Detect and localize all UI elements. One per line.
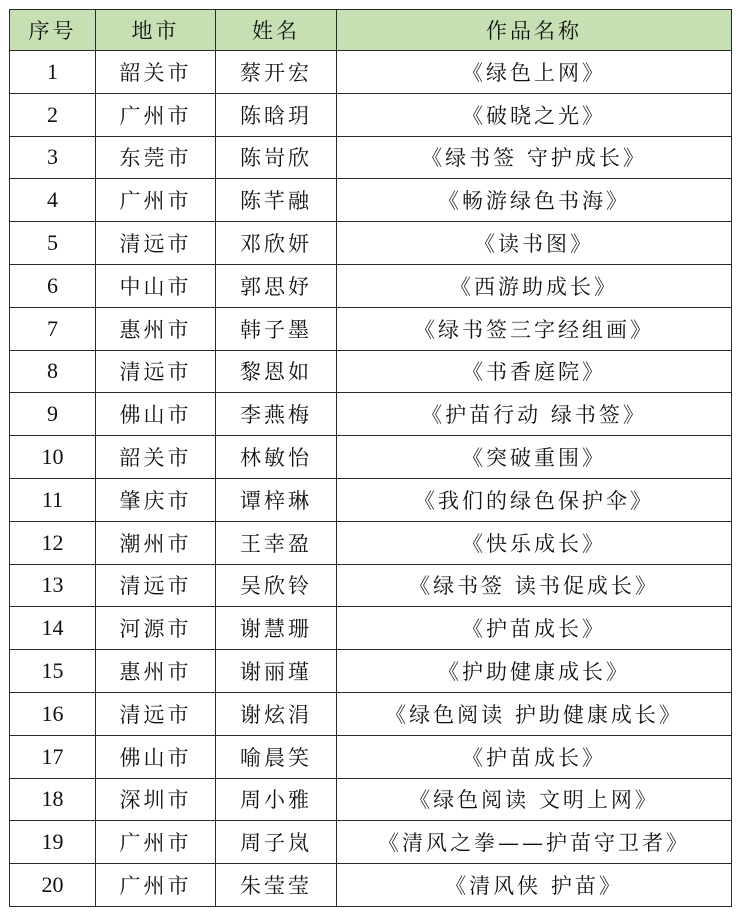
table-row: [10, 778, 732, 821]
cell-work-title: 《护助健康成长》: [337, 650, 732, 693]
cell-name: 林敏怡: [216, 436, 337, 479]
cell-work-title: 《清风侠 护苗》: [337, 864, 732, 907]
cell-name: 谭梓琳: [216, 478, 337, 521]
table-row: [10, 93, 732, 136]
cell-work-title: 《清风之拳——护苗守卫者》: [337, 821, 732, 864]
cell-work-title: 《绿书签 读书促成长》: [337, 564, 732, 607]
header-work-title: 作品名称: [337, 10, 732, 51]
cell-city: 佛山市: [96, 393, 216, 436]
cell-name: 李燕梅: [216, 393, 337, 436]
table-row: [10, 735, 732, 778]
cell-index: 16: [10, 692, 96, 735]
cell-city: 韶关市: [96, 436, 216, 479]
cell-city: 潮州市: [96, 521, 216, 564]
cell-index: 18: [10, 778, 96, 821]
table-row: [10, 51, 732, 94]
cell-name: 陈芊融: [216, 179, 337, 222]
cell-index: 8: [10, 350, 96, 393]
cell-city: 惠州市: [96, 307, 216, 350]
table-body: [10, 51, 732, 907]
cell-city: 韶关市: [96, 51, 216, 94]
cell-city: 河源市: [96, 607, 216, 650]
header-city: 地市: [96, 10, 216, 51]
table-row: [10, 564, 732, 607]
cell-work-title: 《绿色阅读 文明上网》: [337, 778, 732, 821]
cell-city: 清远市: [96, 564, 216, 607]
table-row: [10, 350, 732, 393]
cell-city: 中山市: [96, 264, 216, 307]
cell-name: 陈晗玥: [216, 93, 337, 136]
cell-index: 19: [10, 821, 96, 864]
cell-name: 郭思妤: [216, 264, 337, 307]
cell-work-title: 《绿书签 守护成长》: [337, 136, 732, 179]
cell-city: 清远市: [96, 692, 216, 735]
cell-index: 2: [10, 93, 96, 136]
cell-work-title: 《书香庭院》: [337, 350, 732, 393]
cell-index: 3: [10, 136, 96, 179]
cell-work-title: 《护苗成长》: [337, 735, 732, 778]
cell-index: 11: [10, 478, 96, 521]
cell-city: 肇庆市: [96, 478, 216, 521]
table-row: [10, 521, 732, 564]
cell-name: 谢炫涓: [216, 692, 337, 735]
cell-name: 韩子墨: [216, 307, 337, 350]
header-row: [10, 10, 732, 51]
cell-city: 深圳市: [96, 778, 216, 821]
cell-name: 周小雅: [216, 778, 337, 821]
cell-work-title: 《快乐成长》: [337, 521, 732, 564]
cell-index: 17: [10, 735, 96, 778]
cell-index: 5: [10, 222, 96, 265]
header-name: 姓名: [216, 10, 337, 51]
table-row: [10, 864, 732, 907]
table-row: [10, 307, 732, 350]
cell-city: 佛山市: [96, 735, 216, 778]
cell-work-title: 《绿书签三字经组画》: [337, 307, 732, 350]
cell-name: 谢慧珊: [216, 607, 337, 650]
cell-name: 蔡开宏: [216, 51, 337, 94]
cell-index: 1: [10, 51, 96, 94]
cell-index: 20: [10, 864, 96, 907]
cell-city: 清远市: [96, 350, 216, 393]
cell-city: 广州市: [96, 179, 216, 222]
cell-index: 9: [10, 393, 96, 436]
cell-index: 7: [10, 307, 96, 350]
table-row: [10, 222, 732, 265]
cell-name: 喻晨笑: [216, 735, 337, 778]
cell-index: 13: [10, 564, 96, 607]
cell-city: 广州市: [96, 864, 216, 907]
table-row: [10, 650, 732, 693]
cell-name: 王幸盈: [216, 521, 337, 564]
table-row: [10, 607, 732, 650]
table-row: [10, 478, 732, 521]
cell-work-title: 《西游助成长》: [337, 264, 732, 307]
cell-name: 邓欣妍: [216, 222, 337, 265]
cell-city: 清远市: [96, 222, 216, 265]
cell-city: 惠州市: [96, 650, 216, 693]
cell-name: 吴欣铃: [216, 564, 337, 607]
cell-work-title: 《护苗行动 绿书签》: [337, 393, 732, 436]
cell-city: 广州市: [96, 821, 216, 864]
table-row: [10, 436, 732, 479]
cell-index: 6: [10, 264, 96, 307]
cell-work-title: 《护苗成长》: [337, 607, 732, 650]
table-row: [10, 821, 732, 864]
cell-name: 陈岢欣: [216, 136, 337, 179]
cell-city: 东莞市: [96, 136, 216, 179]
award-list-table: [9, 9, 732, 907]
cell-name: 谢丽瑾: [216, 650, 337, 693]
cell-index: 15: [10, 650, 96, 693]
table-row: [10, 393, 732, 436]
cell-work-title: 《破晓之光》: [337, 93, 732, 136]
table-row: [10, 264, 732, 307]
cell-name: 黎恩如: [216, 350, 337, 393]
cell-index: 12: [10, 521, 96, 564]
cell-name: 周子岚: [216, 821, 337, 864]
cell-city: 广州市: [96, 93, 216, 136]
table-row: [10, 179, 732, 222]
cell-name: 朱莹莹: [216, 864, 337, 907]
cell-work-title: 《绿色上网》: [337, 51, 732, 94]
cell-index: 4: [10, 179, 96, 222]
cell-index: 14: [10, 607, 96, 650]
cell-work-title: 《我们的绿色保护伞》: [337, 478, 732, 521]
table-row: [10, 136, 732, 179]
cell-work-title: 《读书图》: [337, 222, 732, 265]
cell-work-title: 《突破重围》: [337, 436, 732, 479]
cell-work-title: 《绿色阅读 护助健康成长》: [337, 692, 732, 735]
header-index: 序号: [10, 10, 96, 51]
table-row: [10, 692, 732, 735]
cell-index: 10: [10, 436, 96, 479]
table-header: [10, 10, 732, 51]
cell-work-title: 《畅游绿色书海》: [337, 179, 732, 222]
